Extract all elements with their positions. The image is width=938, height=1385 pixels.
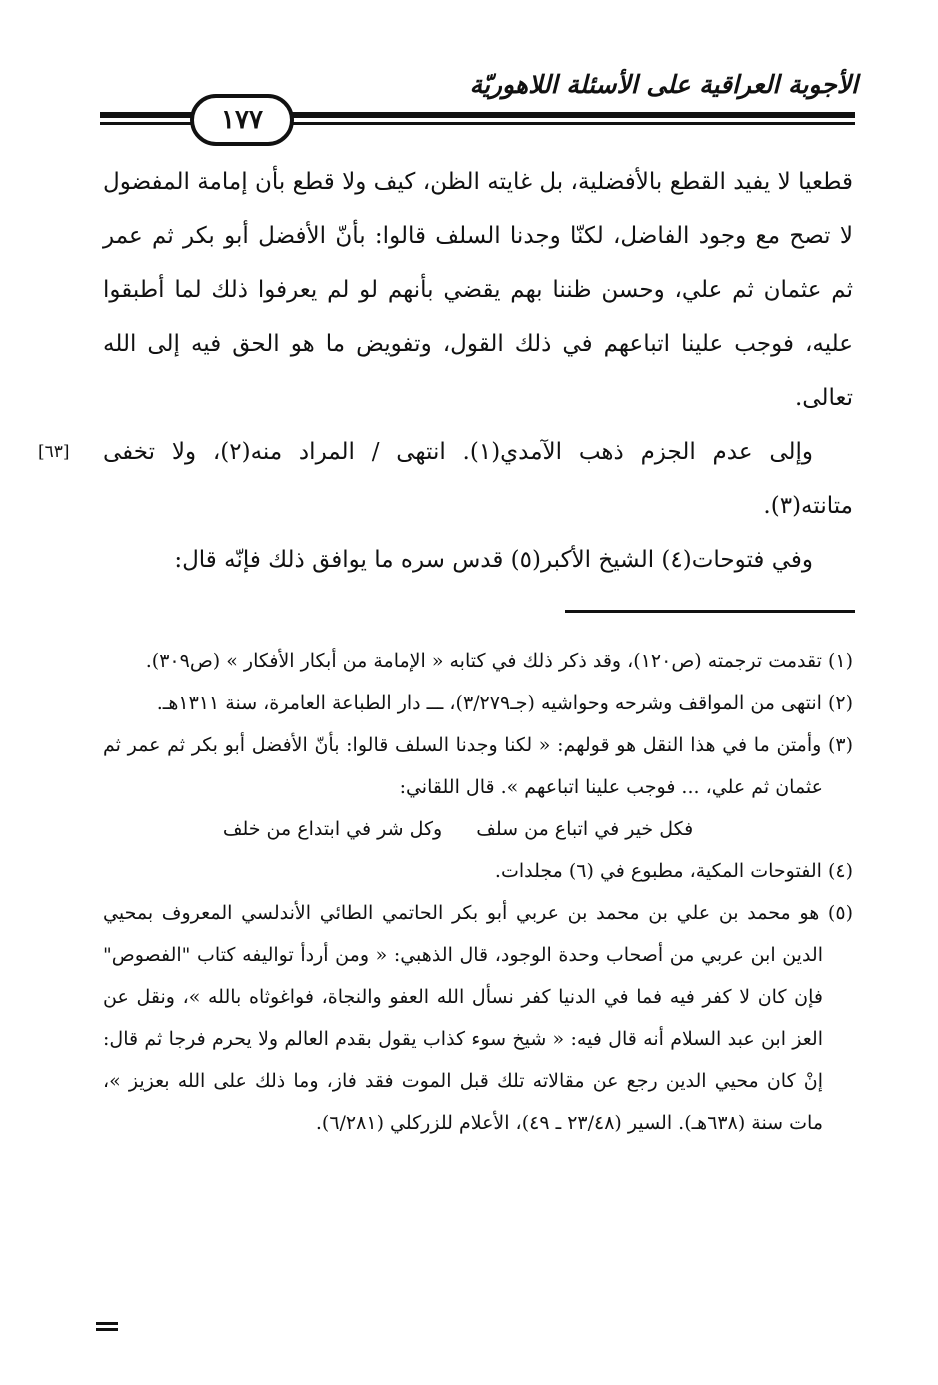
footnote: (٤) الفتوحات المكية، مطبوع في (٦) مجلدات. <box>494 860 853 882</box>
page-end-mark <box>96 1322 118 1325</box>
verse-second-hemistich: وكل شر في ابتداع من خلف <box>222 818 443 840</box>
footnote: (١) تقدمت ترجمته (ص١٢٠)، وقد ذكر ذلك في كتابه « الإمامة من أبكار الأفكار » (ص٣٠٩). <box>145 650 853 672</box>
footnote-separator <box>565 610 855 613</box>
footnote: (٣) وأمتن ما في هذا النقل هو قولهم: « لكنا وجدنا السلف قالوا: بأنّ الأفضل أبو بكر ثم عمر ثم عثمان ثم علي، ... فوجب علينا اتباعهم ». قال اللقاني: <box>103 734 853 798</box>
footnotes-section <box>103 640 853 1144</box>
footnote: (٢) انتهى من المواقف وشرحه وحواشيه (جـ٣/٢٧٩)، ـــ دار الطباعة العامرة، سنة ١٣١١هـ. <box>156 692 853 714</box>
verse-first-hemistich: فكل خير في اتباع من سلف <box>476 818 694 840</box>
manuscript-folio-reference: [٦٣] <box>38 442 70 462</box>
running-title: الأجوبة العراقية على الأسئلة اللاهوريّة <box>469 70 858 99</box>
body-paragraph: وفي فتوحات(٤) الشيخ الأكبر(٥) قدس سره ما يوافق ذلك فإنّه قال: <box>174 547 813 573</box>
body-paragraph: وإلى عدم الجزم ذهب الآمدي(١). انتهى / المراد منه(٢)، ولا تخفى متانته(٣). <box>103 439 853 519</box>
footnote: (٥) هو محمد بن علي بن محمد بن عربي أبو بكر الحاتمي الطائي الأندلسي المعروف بمحيي الدين ابن عربي من أصحاب وحدة الوجود، قال الذهبي: « ومن أردأ تواليفه كتاب "الفصوص" فإن كان لا كفر فيه فما في الدنيا كفر نسأل الله العفو والنجاة، فواغوثاه بالله »، ونقل عن العز ابن عبد السلام أنه قال فيه: « شيخ سوء كذاب يقول بقدم العالم ولا يحرم فرجا ثم قال: إنْ كان محيي الدين رجع عن مقالاته تلك قبل الموت فقد فاز، وما ذلك على الله بعزيز »، مات سنة (٦٣٨هـ). السير (٢٣/٤٨ ـ ٤٩)، الأعلام للزركلي (٦/٢٨١). <box>103 902 853 1134</box>
main-text <box>103 155 853 587</box>
poetry-verse <box>103 808 853 850</box>
body-paragraph: قطعيا لا يفيد القطع بالأفضلية، بل غايته الظن، كيف ولا قطع بأن إمامة المفضول لا تصح مع وجود الفاضل، لكنّا وجدنا السلف قالوا: بأنّ الأفضل أبو بكر ثم عمر ثم عثمان ثم علي، وحسن ظننا بهم يقضي بأنهم لو لم يعرفوا ذلك لما أطبقوا عليه، فوجب علينا اتباعهم في ذلك القول، وتفويض ما هو الحق فيه إلى الله تعالى. <box>103 169 853 411</box>
page-number: ١٧٧ <box>190 94 294 146</box>
